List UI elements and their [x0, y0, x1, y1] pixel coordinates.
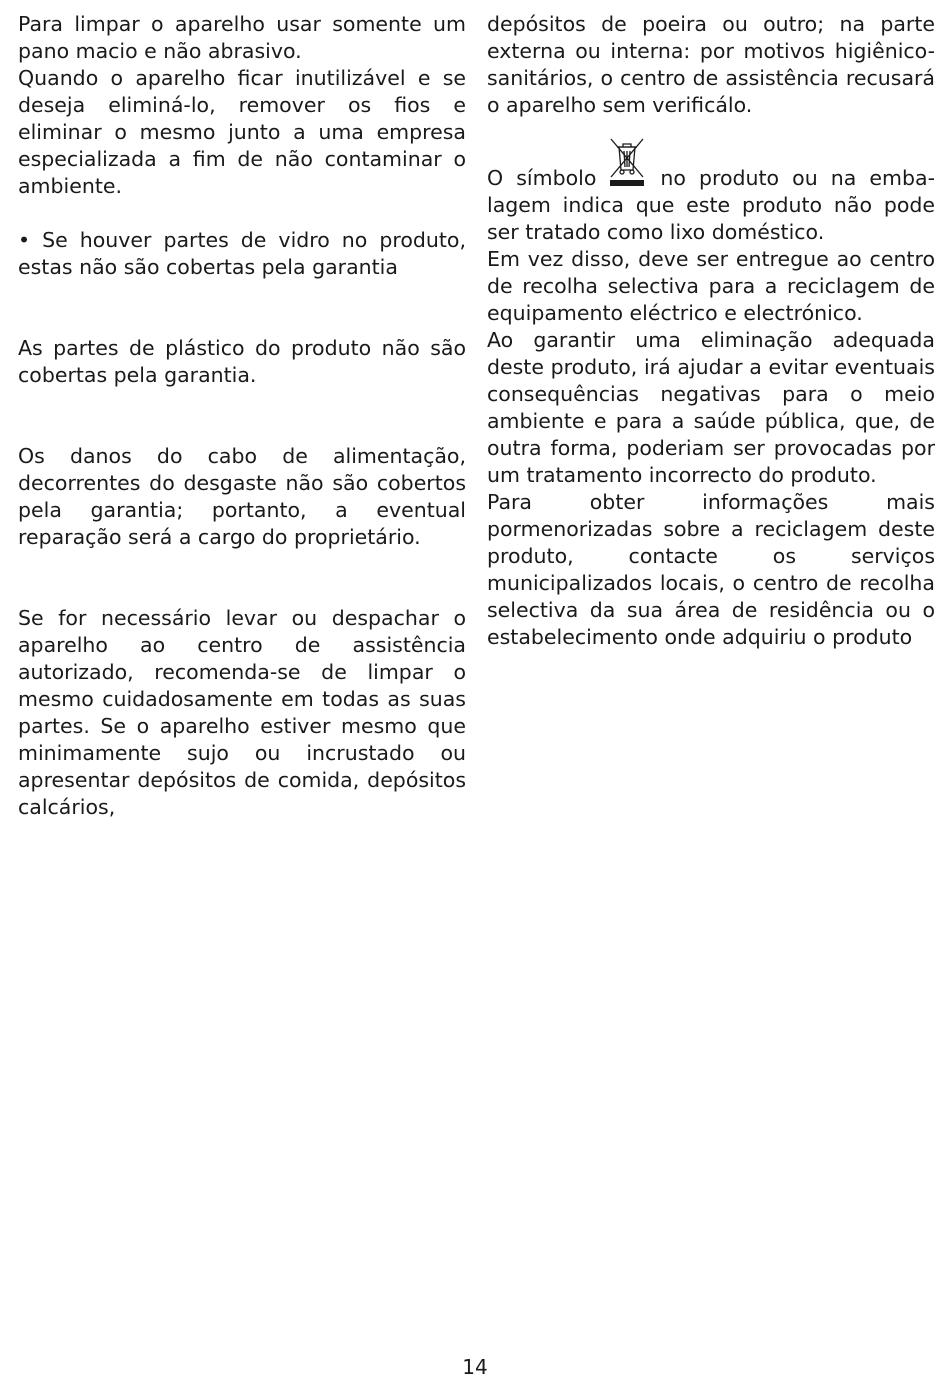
power-cable-paragraph: Os danos do cabo de alimentação, decorrentes do desgaste não são cobertos pela garantia; portanto, a eventual reparação será a cargo do proprietário. [18, 444, 466, 549]
weee-symbol-paragraph [487, 141, 935, 192]
glass-parts-bullet: • Se houver partes de vidro no produto, estas não são cobertas pela garantia [18, 228, 466, 279]
plastic-parts-paragraph: As partes de plástico do produto não são cobertas pela garantia. [18, 336, 466, 387]
symbol-intro-text: O símbolo [487, 166, 597, 190]
household-waste-paragraph: lagem indica que este produto não pode ser tratado como lixo doméstico. [487, 193, 935, 244]
collection-center-paragraph: Em vez disso, deve ser entregue ao centro de recolha selectiva para a reciclagem de equipamento eléctrico e electrónico. [487, 247, 935, 325]
crossed-out-wheelie-bin-icon [604, 137, 650, 187]
right-column [487, 11, 935, 651]
more-information-paragraph: Para obter informações mais pormenorizadas sobre a reciclagem deste produto, contacte os serviços municipalizados locais, o centro de recolha selectiva da sua área de residência ou o estabelecimento onde adquiriu o produto [487, 490, 935, 649]
page-number: 14 [462, 1355, 488, 1379]
service-center-paragraph: Se for necessário levar ou despachar o aparelho ao centro de assistência autorizado, recomenda-se de limpar o mesmo cuidadosamente em todas as suas partes. Se o aparelho estiver mesmo que minimamente sujo ou incrustado ou apresentar depósitos de comida, depósitos calcários, [18, 606, 466, 819]
disposal-paragraph: Quando o aparelho ficar inutilizável e se deseja eliminá-lo, remover os fios e eliminar o mesmo junto a uma empresa especializada a fim de não contaminar o ambiente. [18, 66, 466, 198]
left-column [18, 11, 466, 821]
cleaning-paragraph: Para limpar o aparelho usar somente um pano macio e não abrasivo. [18, 12, 466, 63]
proper-disposal-paragraph: Ao garantir uma eliminação adequada deste produto, irá ajudar a evitar eventuais consequências negativas para o meio ambiente e para a saúde pública, que, de outra forma, poderiam ser provocadas por um tratamento incorrecto do produto. [487, 328, 935, 487]
hygiene-paragraph: depósitos de poeira ou outro; na parte externa ou interna: por motivos higiênico-sanitários, o centro de assistência recusará o aparelho sem verificálo. [487, 12, 935, 117]
symbol-outro-text: no produto ou na emba- [660, 166, 935, 190]
